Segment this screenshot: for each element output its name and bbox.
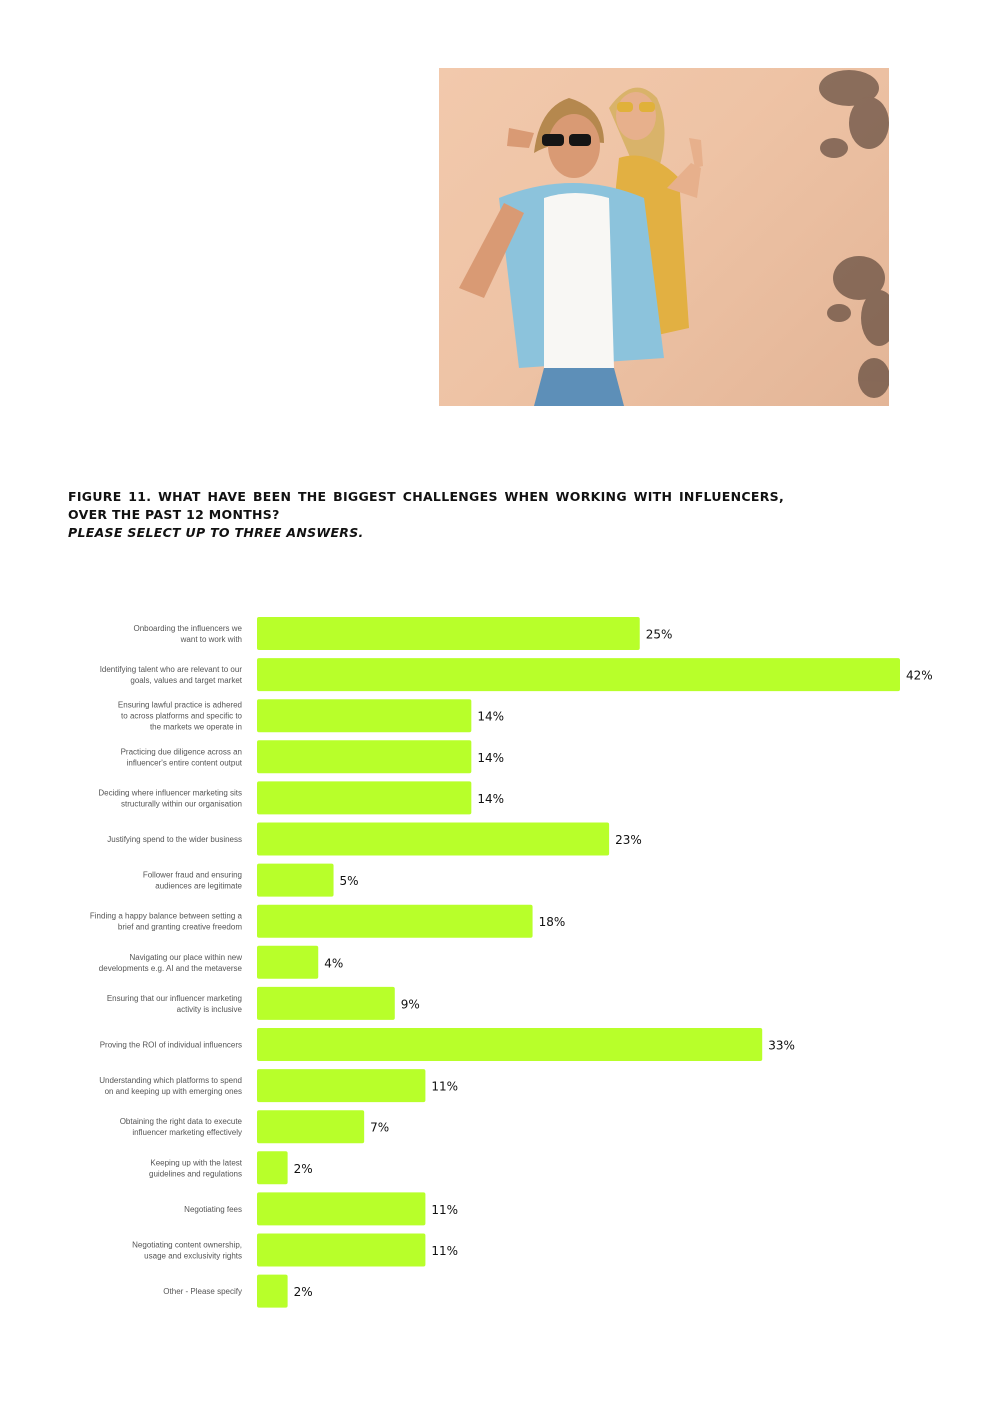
bar-6	[257, 864, 334, 897]
category-label-line: Other - Please specify	[163, 1287, 242, 1297]
category-label-4	[98, 788, 242, 808]
category-label-8	[99, 953, 243, 973]
bar-8	[257, 946, 318, 979]
category-label-line: Negotiating fees	[184, 1204, 242, 1214]
bar-1	[257, 658, 900, 691]
bar-0	[257, 617, 640, 650]
value-label-14: 11%	[431, 1202, 459, 1217]
category-label-11	[99, 1076, 242, 1096]
category-label-line: Navigating our place within new	[129, 952, 242, 962]
category-label-0	[133, 624, 242, 644]
category-label-6	[143, 871, 243, 891]
category-label-line: audiences are legitimate	[155, 881, 242, 891]
category-label-line: influencer's entire content output	[126, 758, 242, 768]
value-label-1: 42%	[906, 668, 933, 683]
category-label-line: Onboarding the influencers we	[133, 624, 242, 633]
bar-12	[257, 1110, 364, 1143]
category-label-line: Ensuring lawful practice is adhered	[117, 700, 242, 710]
category-label-line: usage and exclusivity rights	[144, 1251, 242, 1261]
bar-10	[257, 1028, 762, 1061]
value-label-6: 5%	[339, 874, 359, 889]
bar-4	[257, 781, 471, 814]
value-label-4: 14%	[477, 791, 505, 806]
category-label-13	[149, 1158, 243, 1178]
category-label-16	[163, 1287, 242, 1296]
bar-14	[257, 1192, 425, 1225]
category-label-line: Negotiating content ownership,	[132, 1240, 242, 1250]
category-label-10	[100, 1041, 242, 1050]
category-label-15	[132, 1241, 242, 1261]
category-label-7	[90, 912, 243, 932]
value-label-15: 11%	[431, 1244, 459, 1258]
category-label-3	[121, 747, 243, 767]
value-label-12: 7%	[370, 1120, 390, 1135]
category-label-line: brief and granting creative freedom	[117, 922, 242, 932]
category-label-line: the markets we operate in	[149, 722, 242, 732]
category-label-line: want to work with	[180, 635, 242, 644]
category-label-1	[100, 665, 243, 685]
category-label-5	[107, 835, 242, 844]
bar-5	[257, 823, 609, 856]
value-label-16: 2%	[293, 1285, 313, 1300]
category-label-line: structurally within our organisation	[121, 799, 242, 809]
category-label-12	[120, 1117, 243, 1137]
category-label-line: Practicing due diligence across an	[120, 747, 242, 757]
category-label-line: on and keeping up with emerging ones	[104, 1087, 242, 1097]
category-label-line: Proving the ROI of individual influencers	[99, 1040, 242, 1050]
bar-7	[257, 905, 533, 938]
category-label-line: Finding a happy balance between setting a	[89, 911, 242, 921]
category-label-line: goals, values and target market	[130, 676, 242, 686]
category-label-line: activity is inclusive	[176, 1004, 242, 1014]
bar-9	[257, 987, 395, 1020]
category-label-line: influencer marketing effectively	[132, 1128, 242, 1138]
category-label-line: to across platforms and specific to	[121, 711, 242, 721]
value-label-8: 4%	[324, 956, 344, 971]
category-label-line: developments e.g. AI and the metaverse	[98, 963, 242, 973]
figure-title-line2: OVER THE PAST 12 MONTHS?	[68, 507, 280, 522]
category-label-line: Identifying talent who are relevant to our	[99, 665, 242, 675]
bar-15	[257, 1234, 425, 1267]
value-label-13: 2%	[293, 1161, 313, 1176]
bar-13	[257, 1151, 288, 1184]
value-label-11: 11%	[431, 1079, 459, 1094]
value-label-9: 9%	[400, 997, 420, 1012]
bar-11	[257, 1069, 425, 1102]
value-label-3: 14%	[477, 750, 505, 765]
bar-3	[257, 740, 471, 773]
value-label-0: 25%	[645, 627, 673, 642]
bar-2	[257, 699, 471, 732]
category-label-line: Follower fraud and ensuring	[142, 870, 242, 880]
category-label-9	[107, 994, 243, 1014]
category-label-2	[118, 701, 243, 732]
category-label-line: Keeping up with the latest	[150, 1158, 242, 1168]
value-label-5: 23%	[615, 833, 642, 847]
category-label-line: Understanding which platforms to spend	[99, 1076, 242, 1086]
value-label-10: 33%	[768, 1038, 795, 1053]
category-label-line: Ensuring that our influencer marketing	[106, 993, 242, 1003]
category-label-line: Justifying spend to the wider business	[107, 835, 242, 844]
category-label-line: guidelines and regulations	[149, 1169, 242, 1179]
figure-title-line1: FIGURE 11. WHAT HAVE BEEN THE BIGGEST CHALLENGES WHEN WORKING WITH INFLUENCERS,	[68, 489, 784, 504]
value-label-7: 18%	[538, 915, 566, 930]
value-label-2: 14%	[477, 709, 505, 724]
category-label-line: Obtaining the right data to execute	[119, 1117, 242, 1127]
bar-16	[257, 1275, 288, 1308]
category-label-line: Deciding where influencer marketing sits	[98, 788, 242, 798]
figure-subtitle: PLEASE SELECT UP TO THREE ANSWERS.	[68, 525, 364, 540]
category-label-14	[184, 1205, 242, 1214]
